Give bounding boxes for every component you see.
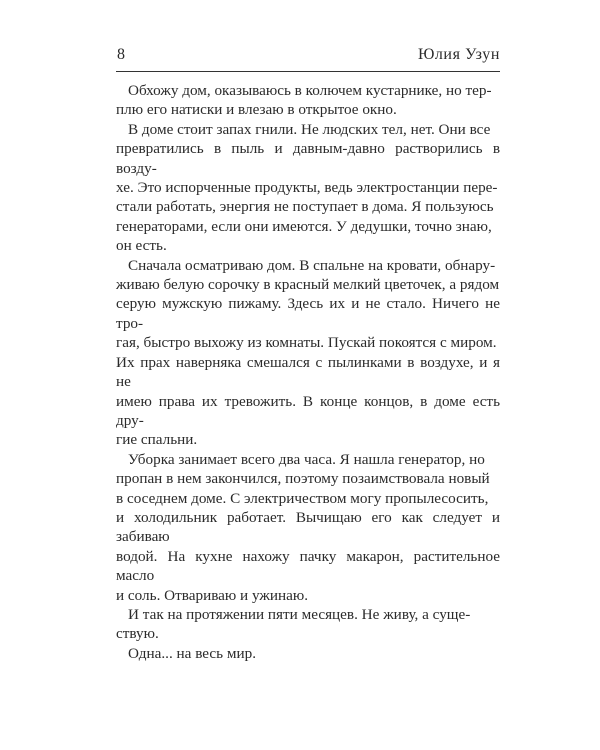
running-head bbox=[117, 44, 500, 66]
header-rule bbox=[116, 71, 500, 72]
page-number: 8 bbox=[117, 46, 125, 63]
paragraph-5: И так на протяжении пяти месяцев. Не живу, а суще- ствую. bbox=[116, 605, 471, 643]
paragraph-1: Обхожу дом, оказываюсь в колючем кустарнике, но тер- плю его натиски и влезаю в открытое окно. bbox=[116, 82, 492, 119]
body-text bbox=[116, 81, 500, 663]
paragraph-2: В доме стоит запах гнили. Не людских тел, нет. Они все превратились в пыль и давным-давно растворились в возду- хе. Это испорченные продукты, ведь электростанции пере- стали работать, энергия не поступает в дома. Я пользуюсь генераторами, если они имеются. У дедушки, точно знаю, он есть. bbox=[116, 120, 500, 255]
paragraph-6: Одна... на весь мир. bbox=[128, 644, 257, 662]
paragraph-3: Сначала осматриваю дом. В спальне на кровати, обнару- живаю белую сорочку в красный мелкий цветочек, а рядом серую мужскую пижаму. Здесь их и не стало. Ничего не тро- гая, быстро выхожу из комнаты. Пускай покоятся с миром. Их прах наверняка смешался с пылинками в воздухе, и я не имею права их тревожить. В конце концов, в доме есть дру- гие спальни. bbox=[116, 256, 500, 449]
paragraph-4: Уборка занимает всего два часа. Я нашла генератор, но пропан в нем закончился, поэтому позаимствовала новый в соседнем доме. С электричеством могу пропылесосить, и холодильник работает. Вычищаю его как следует и забиваю водой. На кухне нахожу пачку макарон, растительное масло и соль. Отвариваю и ужинаю. bbox=[116, 450, 500, 604]
running-title-author: Юлия Узун bbox=[417, 46, 500, 63]
